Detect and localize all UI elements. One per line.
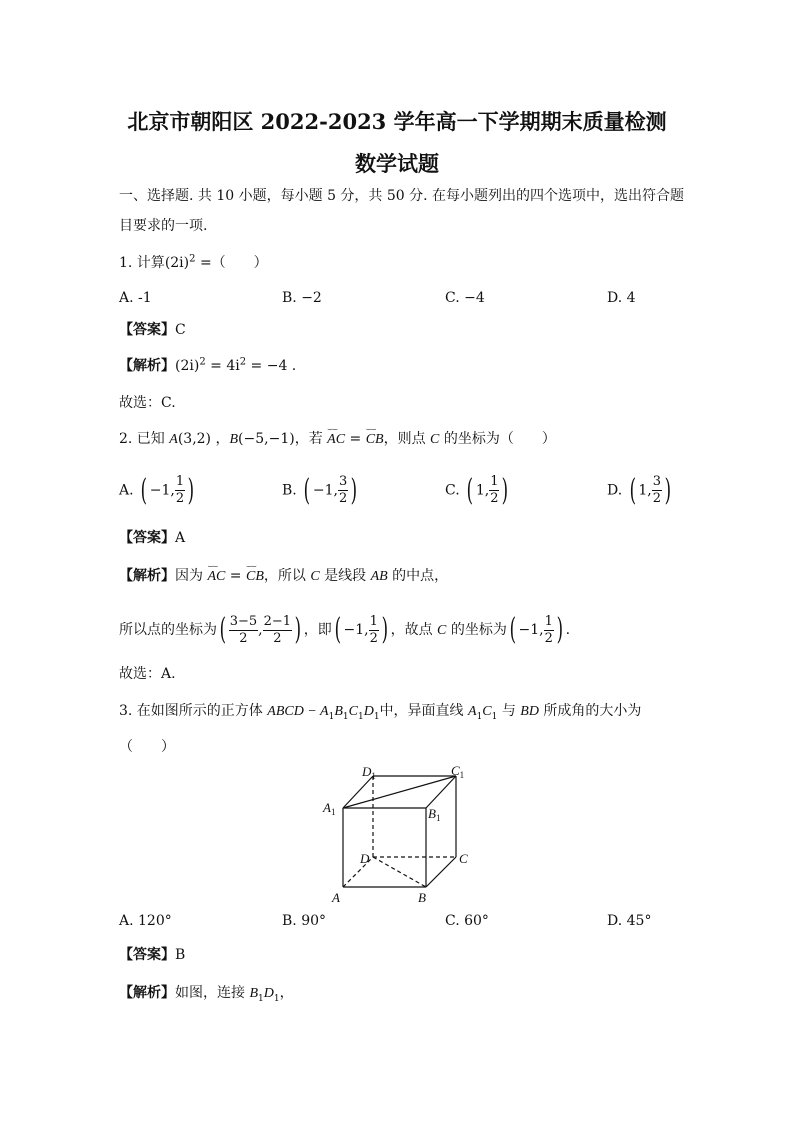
q3-cube-rest: 中，异面直线 xyxy=(379,703,468,719)
answer-value: C xyxy=(175,322,186,338)
q1-option-c: C. −4 xyxy=(445,290,485,306)
q2-line2-e: . xyxy=(565,622,571,638)
option-label: D. xyxy=(607,482,623,499)
option-first: −1, xyxy=(312,482,339,499)
label-b1: $B_1$ xyxy=(428,806,441,823)
q2-option-d: D. ( 1, $\frac{3}{2}$ ) xyxy=(607,472,672,508)
vector-cb: ⌣⌣ CB xyxy=(246,567,264,587)
q3-tail: 所成角的大小为 xyxy=(538,703,642,719)
q3-analysis-end: ， xyxy=(279,985,294,1001)
q3-option-b: B. 90° xyxy=(282,913,327,929)
label-d1: $D_1$ xyxy=(362,764,376,781)
coord-b: (−5,−1) xyxy=(238,431,295,447)
label-c: C xyxy=(459,851,468,866)
q1-analysis-exp2: 2 xyxy=(239,356,247,368)
q3-paren: （ ） xyxy=(119,739,175,755)
fraction-4: $\frac{1}{2}$ xyxy=(544,613,553,646)
option-first: 1, xyxy=(638,482,652,499)
q2-analysis-1: 因为 xyxy=(175,568,208,584)
section-intro-line1: 一、选择题. 共 10 小题，每小题 5 分，共 50 分. 在每小题列出的四个选项中，选出符合题 xyxy=(119,188,685,204)
section-intro-line2: 目要求的一项. xyxy=(119,218,208,234)
q3-option-c: C. 60° xyxy=(445,913,489,929)
q1-analysis-b: = 4i xyxy=(205,358,240,374)
q2-line2-b: ，即 xyxy=(303,622,332,638)
q1-exp: 2 xyxy=(189,253,196,265)
fraction-3: $\frac{1}{2}$ xyxy=(369,613,378,646)
q1-analysis xyxy=(119,356,296,376)
q1-analysis-exp1: 2 xyxy=(199,356,206,368)
cube-figure xyxy=(320,760,480,910)
vector-cb: ⌣⌣ CB xyxy=(366,430,384,450)
fraction-1: $\frac{3-5}{2}$ xyxy=(229,613,258,646)
page-title: 北京市朝阳区 2022-2023 学年高一下学期期末质量检测 xyxy=(127,109,667,134)
point-c: C xyxy=(430,432,440,447)
answer-label: 【答案】 xyxy=(119,530,175,546)
q1-answer xyxy=(119,320,186,340)
q2-eq: = xyxy=(345,431,366,447)
q2-answer xyxy=(119,528,185,548)
option-label: C. xyxy=(445,482,460,499)
q3-prefix: 3. 在如图所示的正方体 xyxy=(119,703,268,719)
analysis-label: 【解析】 xyxy=(119,568,175,584)
option-fraction: $\frac{1}{2}$ xyxy=(175,474,185,506)
q3-answer xyxy=(119,945,185,965)
label-a: A xyxy=(332,890,340,905)
option-first: 1, xyxy=(475,482,490,499)
segment-ab: AB xyxy=(370,569,388,584)
q2-line2-c: ，故点 xyxy=(390,622,438,638)
q2-prefix: 2. 已知 xyxy=(119,431,170,447)
q2-analysis-4: 的中点， xyxy=(387,568,449,584)
label-b: B xyxy=(418,890,426,905)
q3-analysis-text: 如图，连接 xyxy=(175,985,250,1001)
option-label: A. xyxy=(119,482,134,499)
answer-value: A xyxy=(175,530,186,546)
answer-label: 【答案】 xyxy=(119,322,175,338)
ans-first: −1, xyxy=(518,622,544,638)
option-fraction: $\frac{1}{2}$ xyxy=(490,474,499,506)
question-3-stem: 3. 在如图所示的正方体 ABCD − $A_1B_1C_1D_1$中，异面直线 $A_1C_1$ 与 BD 所成角的大小为 xyxy=(119,703,642,722)
q2-tail2: 的坐标为（ ） xyxy=(439,431,556,447)
answer-label: 【答案】 xyxy=(119,947,175,963)
coord-a: (3,2) xyxy=(177,431,212,447)
q2-line2-a: 所以点的坐标为 xyxy=(119,622,217,638)
point-b: B xyxy=(229,432,239,447)
line-bd: BD xyxy=(520,704,539,719)
vector-ac: ⌣⌣ AC xyxy=(327,430,345,450)
q1-analysis-a: (2i) xyxy=(175,358,200,374)
q2-option-a: A. ( −1, $\frac{1}{2}$ ) xyxy=(119,472,195,508)
option-fraction: $\frac{3}{2}$ xyxy=(652,474,661,506)
option-fraction: $\frac{3}{2}$ xyxy=(339,474,348,506)
fraction-2: $\frac{2-1}{2}$ xyxy=(263,613,292,646)
q3-analysis: 【解析】如图，连接 $B_1D_1$， xyxy=(119,985,294,1004)
q2-analysis-3: 是线段 xyxy=(319,568,371,584)
q1-option-b: B. −2 xyxy=(282,290,322,306)
analysis-label: 【解析】 xyxy=(119,358,175,374)
option-label: B. xyxy=(282,482,297,499)
point-c: C xyxy=(437,623,447,638)
q2-option-c: C. ( 1, $\frac{1}{2}$ ) xyxy=(445,472,509,508)
q3-option-d: D. 45° xyxy=(607,913,652,929)
point-c: C xyxy=(310,569,320,584)
q2-analysis-2: ，所以 xyxy=(263,568,311,584)
point-a: A xyxy=(169,432,178,447)
q2-eq: = xyxy=(225,568,246,584)
q1-option-a: A. -1 xyxy=(119,290,152,306)
q2-line2-d: 的坐标为 xyxy=(446,622,507,638)
page-subtitle: 数学试题 xyxy=(355,151,439,176)
q2-option-b: B. ( −1, $\frac{3}{2}$ ) xyxy=(282,472,358,508)
q3-line1-rest: 与 xyxy=(497,703,521,719)
question-2-stem xyxy=(119,429,556,450)
label-a1: $A_1$ xyxy=(323,800,336,817)
q2-conclusion: 故选：A. xyxy=(119,666,176,682)
answer-value: B xyxy=(175,947,186,963)
q1-prefix: 1. 计算 xyxy=(119,255,165,271)
q1-option-d: D. 4 xyxy=(607,290,636,306)
q2-sep: ， xyxy=(211,431,230,447)
label-d: D xyxy=(360,851,370,866)
q2-analysis-line2: 所以点的坐标为( $\frac{3-5}{2}$ , $\frac{2-1}{2}$ ) ，即( −1, $\frac{1}{2}$ ) ，故点 C 的坐标为( −1, $\frac{1}{2}$ ) . xyxy=(119,612,571,647)
vector-ac: ⌣⌣ AC xyxy=(207,567,225,587)
label-c1: $C_1$ xyxy=(451,763,465,780)
q1-expr: (2i) xyxy=(164,255,190,271)
ans-first: −1, xyxy=(343,622,369,638)
q2-ruo: ，若 xyxy=(294,431,328,447)
q1-tail: =（ ） xyxy=(195,255,268,271)
q1-analysis-c: = −4 . xyxy=(246,358,297,374)
question-1-stem xyxy=(119,253,268,273)
q2-analysis-line1 xyxy=(119,566,448,587)
q3-option-a: A. 120° xyxy=(119,913,172,929)
option-first: −1, xyxy=(149,482,175,499)
cube-name: ABCD − A xyxy=(267,704,329,719)
analysis-label: 【解析】 xyxy=(119,985,175,1001)
q2-tail1: ，则点 xyxy=(383,431,431,447)
q1-conclusion: 故选：C. xyxy=(119,395,176,411)
